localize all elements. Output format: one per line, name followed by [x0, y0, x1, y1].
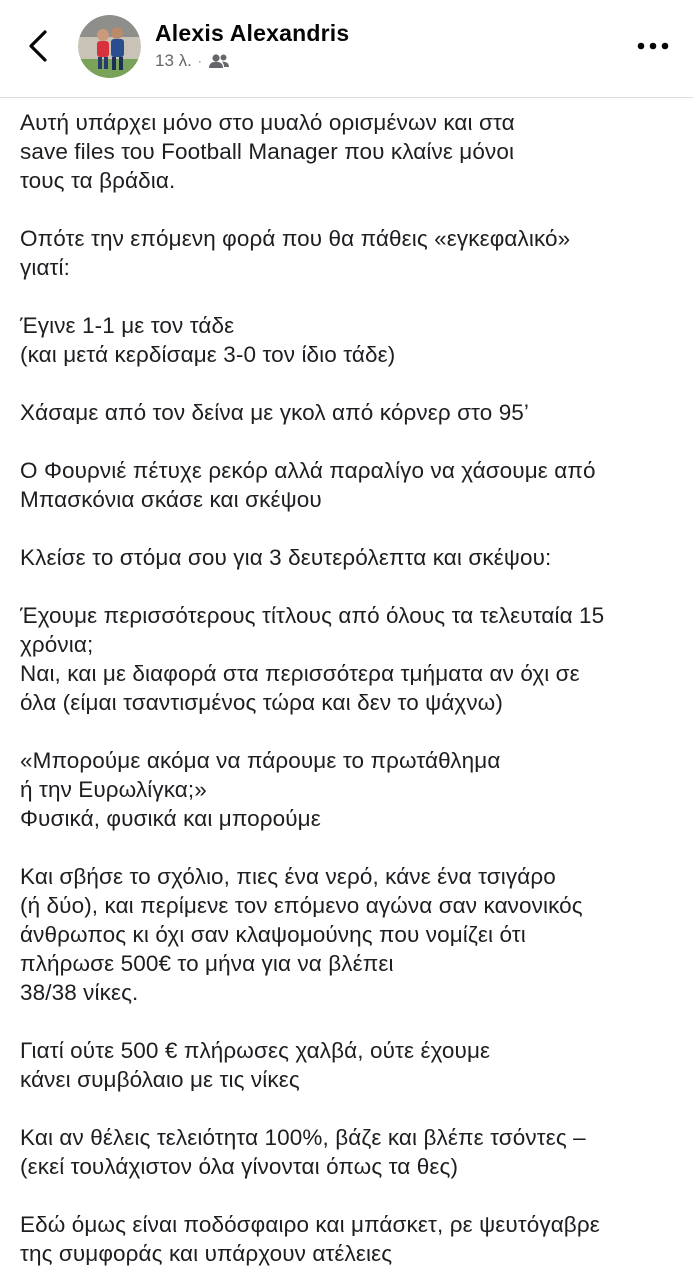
- chevron-left-icon: [27, 29, 49, 63]
- post-timestamp[interactable]: 13 λ.: [155, 51, 192, 70]
- author-name[interactable]: Alexis Alexandris: [155, 20, 350, 46]
- friends-icon[interactable]: [208, 53, 230, 69]
- post-paragraph: Και σβήσε το σχόλιο, πιες ένα νερό, κάνε ένα τσιγάρο (ή δύο), και περίμενε τον επόμενο αγώνα σαν κανονικός άνθρωπος κι όχι σαν κλαψομούνης που νομίζει ότι πλήρωσε 500€ το μήνα για να βλέπει 38/38 νίκες.: [20, 864, 583, 1005]
- post-paragraph: «Μπορούμε ακόμα να πάρουμε το πρωτάθλημα ή την Ευρωλίγκα;» Φυσικά, φυσικά και μπορούμε: [20, 748, 501, 831]
- post-paragraph: Έγινε 1-1 με τον τάδε (και μετά κερδίσαμε 3-0 τον ίδιο τάδε): [20, 313, 396, 367]
- post-paragraph: Αυτή υπάρχει μόνο στο μυαλό ορισμένων και στα save files του Football Manager που κλαίνε μόνοι τους τα βράδια.: [20, 110, 515, 193]
- more-options-button[interactable]: [635, 32, 671, 60]
- post-paragraph: Οπότε την επόμενη φορά που θα πάθεις «εγκεφαλικό» γιατί:: [20, 226, 571, 280]
- post-paragraph: Έχουμε περισσότερους τίτλους από όλους τα τελευταία 15 χρόνια; Ναι, και με διαφορά στα περισσότερα τμήματα αν όχι σε όλα (είμαι τσαντισμένος τώρα και δεν το ψάχνω): [20, 603, 605, 715]
- post-paragraph: Εδώ όμως είναι ποδόσφαιρο και μπάσκετ, ρε ψευτόγαβρε της συμφοράς και υπάρχουν ατέλειες: [20, 1212, 600, 1266]
- post-header: [0, 0, 693, 98]
- avatar[interactable]: [78, 15, 141, 78]
- more-horizontal-icon: [637, 42, 669, 50]
- post-paragraph: Και αν θέλεις τελειότητα 100%, βάζε και βλέπε τσόντες – (εκεί τουλάχιστον όλα γίνονται όπως τα θες): [20, 1125, 586, 1179]
- post-paragraph: Χάσαμε από τον δείνα με γκολ από κόρνερ στο 95’: [20, 400, 530, 425]
- post-meta: [155, 51, 230, 71]
- post-paragraph: Γιατί ούτε 500 € πλήρωσες χαλβά, ούτε έχουμε κάνει συμβόλαιο με τις νίκες: [20, 1038, 491, 1092]
- post-body: [0, 98, 693, 1268]
- post-paragraph: Κλείσε το στόμα σου για 3 δευτερόλεπτα και σκέψου:: [20, 545, 552, 570]
- meta-separator: ·: [197, 54, 202, 68]
- post-paragraph: Ο Φουρνιέ πέτυχε ρεκόρ αλλά παραλίγο να χάσουμε από Μπασκόνια σκάσε και σκέψου: [20, 458, 596, 512]
- back-button[interactable]: [18, 26, 58, 66]
